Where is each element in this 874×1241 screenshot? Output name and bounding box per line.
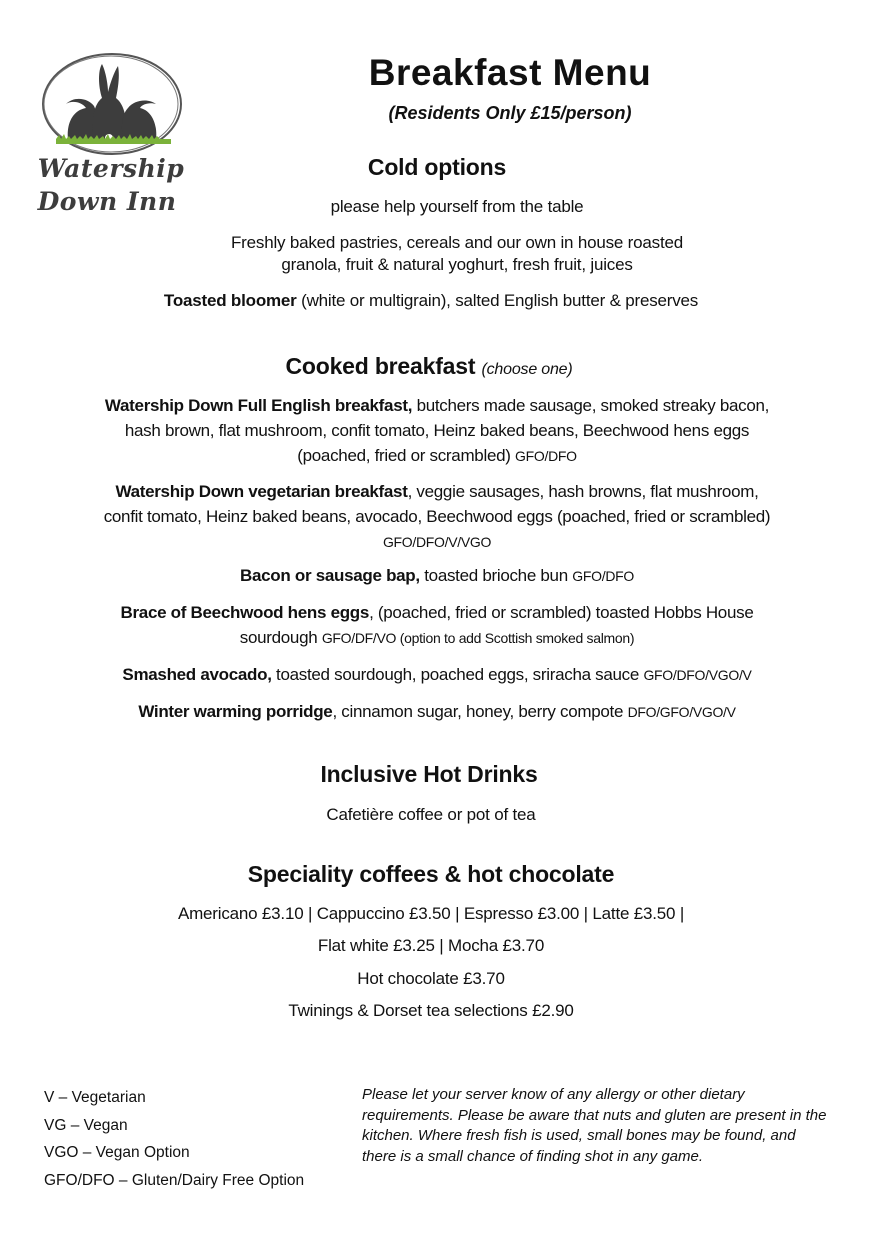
item-name: Brace of Beechwood hens eggs bbox=[120, 603, 370, 622]
item-desc: butchers made sausage, smoked streaky bacon, bbox=[412, 396, 770, 415]
logo-text-line1: Watership bbox=[37, 154, 185, 183]
cooked-heading-note: (choose one) bbox=[481, 361, 573, 378]
item-extra: (option to add Scottish smoked salmon) bbox=[396, 630, 635, 646]
allergy-notice: Please let your server know of any allergy or other dietary requirements. Please be aware that nuts and gluten are present in the kitchen. Where fresh fish is used, small bones may be found, and there is a small chance of finding shot in any game. bbox=[362, 1086, 827, 1165]
key-item: VGO – Vegan Option bbox=[44, 1144, 190, 1161]
cooked-heading-text: Cooked breakfast bbox=[285, 353, 476, 379]
section-heading-cold: Cold options bbox=[367, 154, 507, 180]
key-item: VG – Vegan bbox=[44, 1116, 128, 1134]
menu-item-bap bbox=[40, 563, 834, 589]
item-name: Watership Down Full English breakfast, bbox=[104, 396, 413, 415]
item-desc: , (poached, fried or scrambled) toasted Hobbs House bbox=[369, 603, 754, 622]
inclusive-drinks-text: Cafetière coffee or pot of tea bbox=[326, 805, 536, 824]
cold-items-line2: granola, fruit & natural yoghurt, fresh fruit, juices bbox=[281, 255, 633, 274]
item-name: Bacon or sausage bap, bbox=[240, 566, 420, 585]
item-desc: , cinnamon sugar, honey, berry compote bbox=[332, 702, 628, 721]
section-heading-inclusive: Inclusive Hot Drinks bbox=[320, 761, 538, 787]
dietary-tags: GFO/DFO/V/VGO bbox=[382, 534, 492, 550]
menu-item-vegetarian bbox=[40, 479, 834, 555]
item-desc: toasted sourdough, poached eggs, sriracha sauce bbox=[271, 665, 644, 684]
menu-item-eggs bbox=[40, 600, 834, 651]
section-heading-speciality: Speciality coffees & hot chocolate bbox=[247, 861, 615, 887]
speciality-line: Hot chocolate £3.70 bbox=[357, 969, 505, 988]
item-name: Watership Down vegetarian breakfast bbox=[115, 482, 408, 501]
dietary-key bbox=[44, 1084, 304, 1194]
item-desc: hash brown, flat mushroom, confit tomato, Heinz baked beans, Beechwood hens eggs bbox=[124, 421, 750, 440]
rabbits-logo-icon bbox=[38, 52, 188, 157]
speciality-line: Americano £3.10 | Cappuccino £3.50 | Espresso £3.00 | Latte £3.50 | bbox=[177, 904, 685, 923]
menu-item-avocado bbox=[40, 662, 834, 688]
menu-item-porridge bbox=[40, 699, 834, 725]
section-heading-cooked bbox=[0, 353, 866, 380]
bloomer-name: Toasted bloomer bbox=[163, 291, 297, 310]
cold-items-line1: Freshly baked pastries, cereals and our own in house roasted bbox=[231, 233, 683, 252]
logo-text-line2: Down Inn bbox=[37, 187, 177, 216]
price-subtitle: (Residents Only £15/person) bbox=[388, 103, 632, 123]
dietary-tags: GFO/DFO/VGO/V bbox=[643, 667, 752, 683]
item-desc: confit tomato, Heinz baked beans, avocado, Beechwood eggs (poached, fried or scrambled) bbox=[103, 507, 771, 526]
item-desc: (poached, fried or scrambled) bbox=[297, 446, 516, 465]
item-name: Smashed avocado, bbox=[122, 665, 272, 684]
speciality-line: Twinings & Dorset tea selections £2.90 bbox=[288, 1001, 574, 1020]
bloomer-desc: (white or multigrain), salted English butter & preserves bbox=[296, 291, 699, 310]
item-name: Winter warming porridge bbox=[138, 702, 333, 721]
dietary-tags: DFO/GFO/VGO/V bbox=[627, 704, 736, 720]
item-desc: sourdough bbox=[239, 628, 322, 647]
dietary-tags: GFO/DFO bbox=[572, 568, 634, 584]
dietary-tags: GFO/DFO bbox=[515, 448, 577, 464]
item-desc: toasted brioche bun bbox=[419, 566, 573, 585]
key-item: GFO/DFO – Gluten/Dairy Free Option bbox=[44, 1171, 305, 1189]
menu-item-full-english bbox=[40, 393, 834, 469]
speciality-line: Flat white £3.25 | Mocha £3.70 bbox=[317, 936, 545, 955]
key-item: V – Vegetarian bbox=[44, 1089, 146, 1106]
item-desc: , veggie sausages, hash browns, flat mushroom, bbox=[407, 482, 759, 501]
page-title: Breakfast Menu bbox=[368, 52, 652, 93]
dietary-tags: GFO/DF/VO bbox=[321, 630, 397, 646]
cold-bloomer bbox=[0, 288, 868, 313]
cold-intro: please help yourself from the table bbox=[330, 197, 584, 216]
